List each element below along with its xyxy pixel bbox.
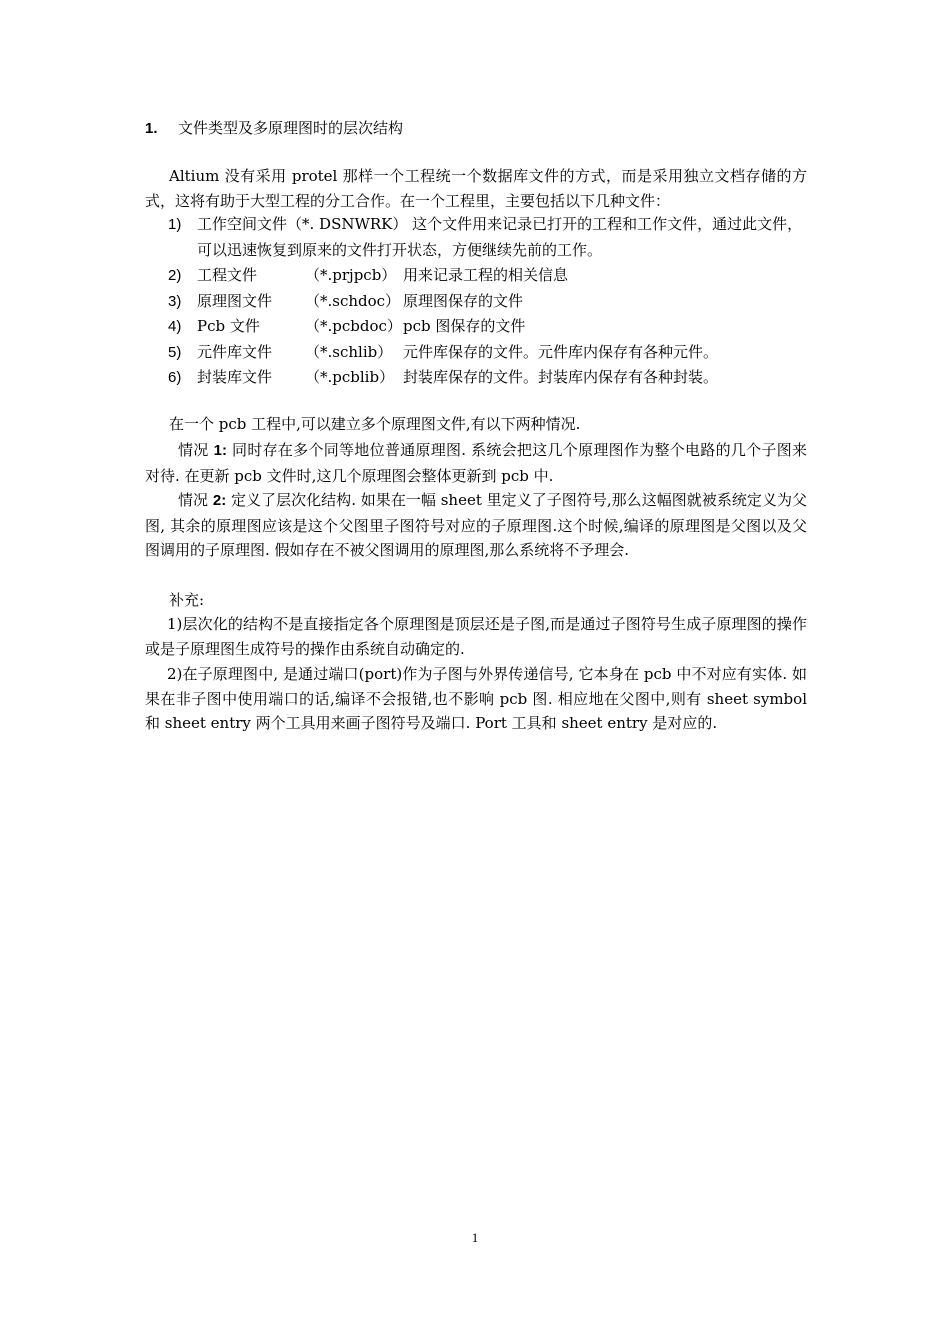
multi-schematic-paragraph: 在一个 pcb 工程中,可以建立多个原理图文件,有以下两种情况. xyxy=(169,415,581,433)
intro-paragraph: Altium 没有采用 protel 那样一个工程统一个数据库文件的方式，而是采用独立文档存储的方式，这将有助于大型工程的分工合作。在一个工程里，主要包括以下几种文件： xyxy=(145,167,807,210)
case-1-paragraph: 情况 1: 同时存在多个同等地位普通原理图. 系统会把这几个原理图作为整个电路的几个子图来对待. 在更新 pcb 文件时,这几个原理图会整体更新到 pcb 中. xyxy=(145,441,807,485)
supplement-label: 补充: xyxy=(169,591,205,609)
list-item: 6) 封装库文件 （*.pcblib） 封装库保存的文件。封装库内保存有各种封装。 xyxy=(168,368,719,386)
section-heading xyxy=(145,117,403,138)
list-item: 3) 原理图文件 （*.schdoc） 原理图保存的文件 xyxy=(168,291,524,310)
supplement-1-paragraph: 1)层次化的结构不是直接指定各个原理图是顶层还是子图,而是通过子图符号生成子原理图的操作或是子原理图生成符号的操作由系统自动确定的. xyxy=(145,615,807,658)
case-2-paragraph: 情况 2: 定义了层次化结构. 如果在一幅 sheet 里定义了子图符号,那么这幅图就被系统定义为父图, 其余的原理图应该是这个父图里子图符号对应的子原理图.这个时候,编译的原理图是父图以及父图调用的子原理图. 假如存在不被父图调用的原理图,那么系统将不予理会. xyxy=(145,491,807,559)
list-item: 2) 工程文件 （*.prjpcb） 用来记录工程的相关信息 xyxy=(168,266,569,284)
list-item: 4) Pcb 文件 （*.pcbdoc）pcb 图保存的文件 xyxy=(168,317,526,335)
list-item: 1) 工作空间文件（*. DSNWRK） 这个文件用来记录已打开的工程和工作文件，通过此文件，可以迅速恢复到原来的文件打开状态，方便继续先前的工作。 xyxy=(168,215,803,259)
heading-number: 1. xyxy=(145,120,158,137)
file-type-list xyxy=(145,212,807,391)
list-item: 5) 元件库文件 （*.schlib） 元件库保存的文件。元件库内保存有各种元件。 xyxy=(168,342,719,361)
supplement-2-paragraph: 2)在子原理图中, 是通过端口(port)作为子图与外界传递信号, 它本身在 pcb 中不对应有实体. 如果在非子图中使用端口的话,编译不会报错,也不影响 pcb 图. 相应地在父图中,则有 sheet symbol 和 sheet entry 两个工具用来画子图符号及端口. Port 工具和 sheet entry 是对应的. xyxy=(145,665,807,732)
page-number: 1 xyxy=(471,1230,479,1245)
heading-title: 文件类型及多原理图时的层次结构 xyxy=(178,119,404,137)
